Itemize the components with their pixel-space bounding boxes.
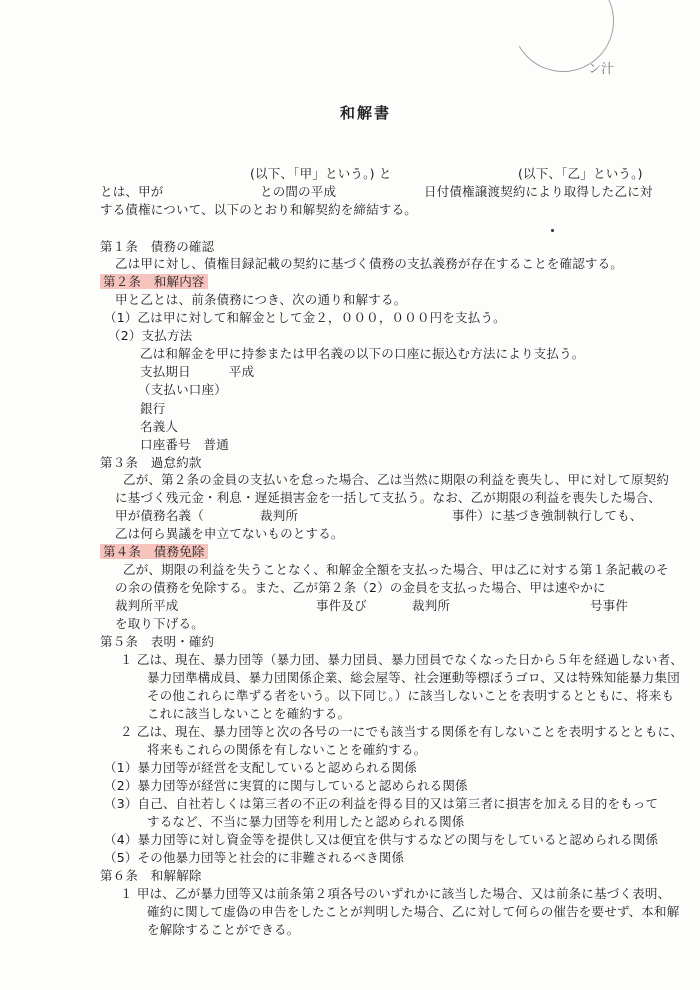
article-2-line: 乙は和解金を甲に持参または甲名義の以下の口座に振込む方法により支払う。	[140, 346, 585, 361]
article-3-line: に基づく残元金・利息・遅延損害金を一括して支払う。なお、乙が期限の利益を喪失した場合、	[115, 490, 662, 505]
article-6-line: を解除することができる。	[147, 922, 300, 937]
article-3-line: 乙が、第２条の金員の支払いを怠った場合、乙は当然に期限の利益を喪失し、甲に対して原契約	[123, 472, 670, 487]
document-title: 和解書	[340, 104, 392, 122]
article-3-line: 裁判所	[260, 508, 299, 523]
article-5-line: （3）自己、自社若しくは第三者の不正の利益を得る目的又は第三者に損害を加える目的をもって	[104, 796, 659, 811]
article-5-line: 暴力団準構成員、暴力団関係企業、総会屋等、社会運動等標ぼうゴロ、又は特殊知能暴力集団	[147, 670, 680, 685]
intro-line2-a: とは、甲が	[100, 184, 164, 199]
article-2-line: 口座番号 普通	[140, 437, 229, 452]
article-5-line: １ 乙は、現在、暴力団等（暴力団、暴力団員、暴力団員でなくなった日から５年を経過しない者、	[120, 652, 683, 667]
article-5-heading: 第５条 表明・確約	[100, 634, 215, 649]
article-5-line: （5）その他暴力団等と社会的に非難されるべき関係	[104, 850, 405, 865]
article-3-heading: 第３条 過怠約款	[100, 455, 202, 470]
speck	[551, 229, 554, 232]
intro-line2-c: 日付債権譲渡契約により取得した乙に対	[424, 184, 653, 199]
article-6-heading: 第６条 和解解除	[100, 868, 202, 883]
article-1-text: 乙は甲に対し、債権目録記載の契約に基づく債務の支払義務が存在することを確認する。	[115, 256, 624, 271]
intro-party-b: (以下、「乙」という。)	[518, 166, 643, 181]
article-3-line: 事件）に基づき強制執行しても、	[452, 508, 643, 523]
intro-line2-b: との間の平成	[260, 184, 337, 199]
intro-party-a: (以下、「甲」という。) と	[250, 166, 392, 181]
article-4-line: 裁判所平成	[115, 598, 179, 613]
article-4-line: を取り下げる。	[115, 616, 204, 631]
article-2-line: （支払い口座）	[138, 382, 227, 397]
article-2-line: （1）乙は甲に対して和解金として金２，０００，０００円を支払う。	[104, 310, 506, 325]
article-5-line: （4）暴力団等に対し資金等を提供し又は便宜を供与するなどの関与をしていると認められる関係	[104, 832, 659, 847]
article-4-line: の余の債務を免除する。また、乙が第２条（2）の金員を支払った場合、甲は速やかに	[115, 580, 606, 595]
article-2-line: 名義人	[140, 419, 179, 434]
article-4-line: 事件及び	[316, 598, 367, 613]
article-4-line: 裁判所	[412, 598, 451, 613]
article-3-line: 乙は何ら異議を申立てないものとする。	[115, 526, 344, 541]
article-2-line: （2）支払方法	[108, 328, 193, 343]
article-6-line: １ 甲は、乙が暴力団等又は前条第２項各号のいずれかに該当した場合、又は前条に基づく表明、	[120, 886, 671, 901]
article-4-heading: 第４条 債務免除	[100, 544, 208, 560]
article-2-line: 銀行	[140, 401, 166, 416]
intro-line3: する債権について、以下のとおり和解契約を締結する。	[100, 202, 418, 217]
article-5-line: ２ 乙は、現在、暴力団等と次の各号の一にでも該当する関係を有しないことを表明するとともに、	[120, 724, 683, 739]
article-1-heading: 第１条 債務の確認	[100, 239, 215, 254]
article-6-line: 確約に関して虚偽の申告をしたことが判明した場合、乙に対して何らの催告を要せず、本和解	[147, 904, 680, 919]
article-5-line: するなど、不当に暴力団等を利用したと認められる関係	[147, 814, 465, 829]
article-5-line: 将来もこれらの関係を有しないことを確約する。	[147, 742, 427, 757]
article-5-line: これに該当しないことを確約する。	[147, 706, 351, 721]
handwritten-mark: ン汁	[588, 62, 615, 77]
article-2-line: 甲と乙とは、前条債務につき、次の通り和解する。	[115, 292, 407, 307]
article-4-line: 号事件	[590, 598, 629, 613]
article-5-line: その他これらに準ずる者をいう。以下同じ。）に該当しないことを表明するとともに、将来も	[147, 688, 675, 703]
article-2-heading: 第２条 和解内容	[100, 274, 208, 290]
article-5-line: （1）暴力団等が経営を支配していると認められる関係	[104, 760, 417, 775]
article-5-line: （2）暴力団等が経営に実質的に関与していると認められる関係	[104, 778, 468, 793]
article-2-line: 支払期日 平成	[140, 364, 255, 379]
article-3-line: 甲が債務名義（	[115, 508, 204, 523]
article-4-line: 乙が、期限の利益を失うことなく、和解金全額を支払った場合、甲は乙に対する第１条記載のそ	[123, 562, 669, 577]
